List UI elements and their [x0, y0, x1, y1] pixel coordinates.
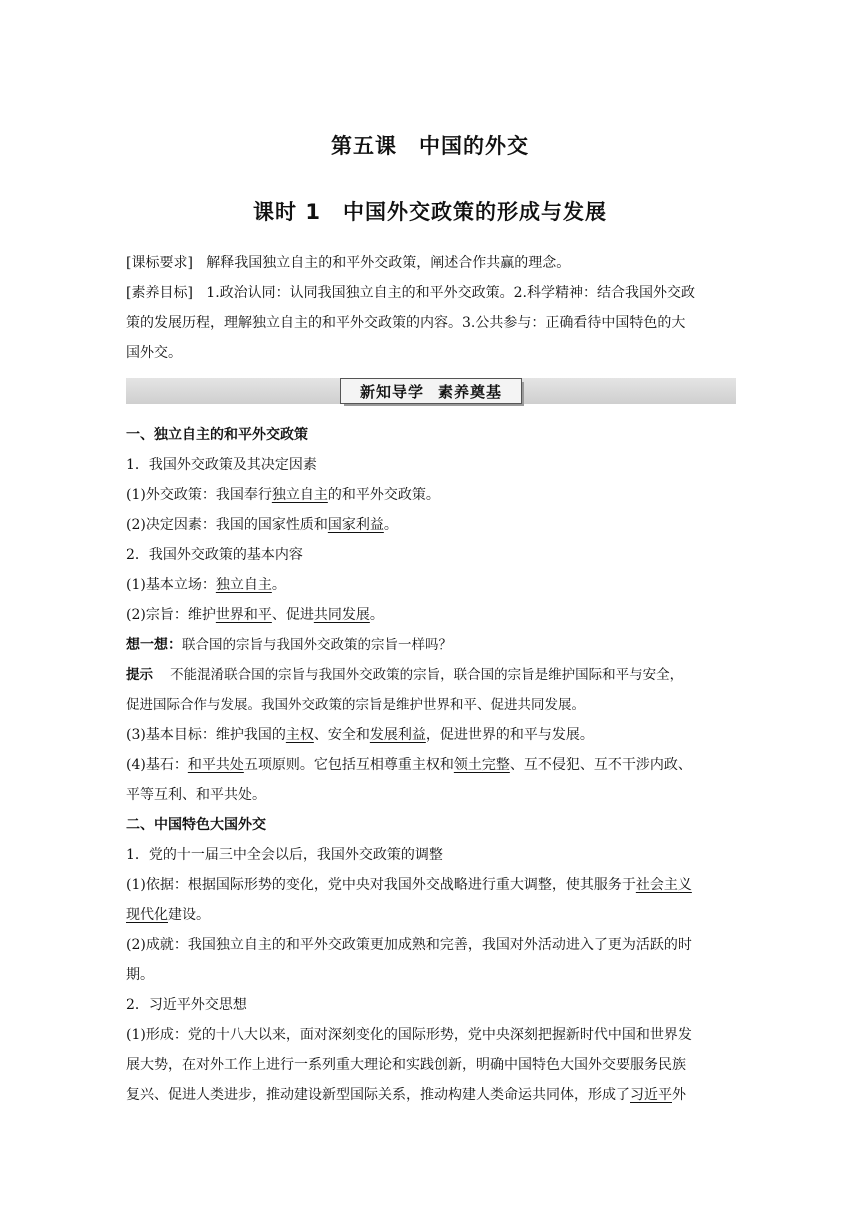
literacy-goal-line-2: 策的发展历程，理解独立自主的和平外交政策的内容。3.公共参与：正确看待中国特色的大 [126, 315, 686, 331]
section1-item2-a [126, 570, 736, 600]
text-span: 的和平外交政策。 [327, 487, 440, 503]
section1-item1-a [126, 480, 736, 510]
section1-item1-b [126, 510, 736, 540]
hint-line-2: 促进国际合作与发展。我国外交政策的宗旨是维护世界和平、促进共同发展。 [126, 697, 585, 713]
text-span: 外 [672, 1087, 686, 1103]
text-span: 。 [383, 517, 398, 533]
blank-answer: 共同发展 [313, 607, 370, 623]
blank-answer: 主权 [285, 727, 314, 743]
lesson-title [0, 130, 860, 160]
text-span: 。 [271, 577, 286, 593]
blank-answer: 社会主义 [635, 877, 692, 893]
requirements-block [126, 248, 736, 368]
text-span: (1)依据：根据国际形势的变化，党中央对我国外交战略进行重大调整，使其服务于 [126, 877, 636, 893]
main-content [126, 420, 736, 1110]
think-text: 联合国的宗旨与我国外交政策的宗旨一样吗？ [182, 637, 452, 653]
hint-label: 提示 [126, 667, 153, 683]
section1-item2-title: 2．我国外交政策的基本内容 [126, 547, 303, 563]
text-span: (1)外交政策：我国奉行 [126, 487, 272, 503]
curriculum-tag: [课标要求] [126, 255, 193, 271]
section1-item2-d-line2: 平等互利、和平共处。 [126, 787, 266, 803]
blank-answer: 领土完整 [453, 757, 510, 773]
section-banner [126, 378, 736, 404]
section2-item1-a-line2 [126, 900, 736, 930]
section2-item1-title: 1．党的十一届三中全会以后，我国外交政策的调整 [126, 847, 443, 863]
curriculum-text: 解释我国独立自主的和平外交政策，阐述合作共赢的理念。 [206, 255, 571, 271]
lesson-number: 第五课 [331, 134, 397, 158]
text-span: 建设。 [168, 907, 210, 923]
section2-item2-a-line3 [126, 1080, 736, 1110]
section2-item2-a-line2: 展大势，在对外工作上进行一系列重大理论和实践创新，明确中国特色大国外交要服务民族 [126, 1057, 686, 1073]
text-span: (3)基本目标：维护我国的 [126, 727, 286, 743]
section1-item1-title: 1．我国外交政策及其决定因素 [126, 457, 317, 473]
section1-item2-d [126, 750, 736, 780]
section2-item2-title: 2．习近平外交思想 [126, 997, 247, 1013]
think-question [126, 630, 736, 660]
blank-answer: 国家利益 [327, 517, 384, 533]
blank-answer: 独立自主 [271, 487, 328, 503]
text-span: 、互不侵犯、互不干涉内政、 [509, 757, 692, 773]
text-span: 复兴、促进人类进步，推动建设新型国际关系，推动构建人类命运共同体，形成了 [126, 1087, 630, 1103]
blank-answer: 和平共处 [187, 757, 244, 773]
section1-item2-c [126, 720, 736, 750]
hint-text-1: 不能混淆联合国的宗旨与我国外交政策的宗旨，联合国的宗旨是维护国际和平与安全， [170, 667, 684, 683]
curriculum-requirement [126, 248, 736, 278]
hint-line-1 [126, 660, 736, 690]
period-title [0, 196, 860, 226]
blank-answer: 独立自主 [215, 577, 272, 593]
text-span: (2)决定因素：我国的国家性质和 [126, 517, 328, 533]
blank-answer: 发展利益 [369, 727, 426, 743]
text-span: (4)基石： [126, 757, 188, 773]
blank-answer: 世界和平 [215, 607, 272, 623]
text-span: 、安全和 [313, 727, 370, 743]
section2-item1-b: (2)成就：我国独立自主的和平外交政策更加成熟和完善，我国对外活动进入了更为活跃的时 [126, 937, 692, 953]
section1-heading: 一、独立自主的和平外交政策 [126, 427, 308, 443]
literacy-goal-line-1 [126, 278, 736, 308]
text-span: 。 [369, 607, 384, 623]
think-label: 想一想： [126, 637, 182, 653]
text-span: (2)宗旨：维护 [126, 607, 216, 623]
literacy-goal-line-3: 国外交。 [126, 345, 182, 361]
lesson-name: 中国的外交 [419, 134, 529, 158]
section2-item2-a-line1: (1)形成：党的十八大以来，面对深刻变化的国际形势，党中央深刻把握新时代中国和世界发 [126, 1027, 692, 1043]
section2-item1-b-line2: 期。 [126, 967, 154, 983]
text-span: (1)基本立场： [126, 577, 216, 593]
section2-item1-a [126, 870, 736, 900]
period-name: 中国外交政策的形成与发展 [342, 200, 607, 224]
banner-left-text: 新知导学 [359, 382, 424, 401]
section2-heading: 二、中国特色大国外交 [126, 817, 266, 833]
blank-answer: 习近平 [630, 1087, 672, 1103]
literacy-text-1: 1.政治认同：认同我国独立自主的和平外交政策。2.科学精神：结合我国外交政 [206, 285, 696, 301]
text-span: 五项原则。它包括互相尊重主权和 [243, 757, 454, 773]
period-number: 课时 1 [253, 200, 321, 224]
banner-right-text: 素养奠基 [438, 382, 503, 401]
text-span: ，促进世界的和平与发展。 [425, 727, 594, 743]
banner-box [340, 378, 522, 404]
text-span: 、促进 [271, 607, 314, 623]
literacy-tag: [素养目标] [126, 285, 193, 301]
blank-answer: 现代化 [126, 907, 168, 923]
section1-item2-b [126, 600, 736, 630]
